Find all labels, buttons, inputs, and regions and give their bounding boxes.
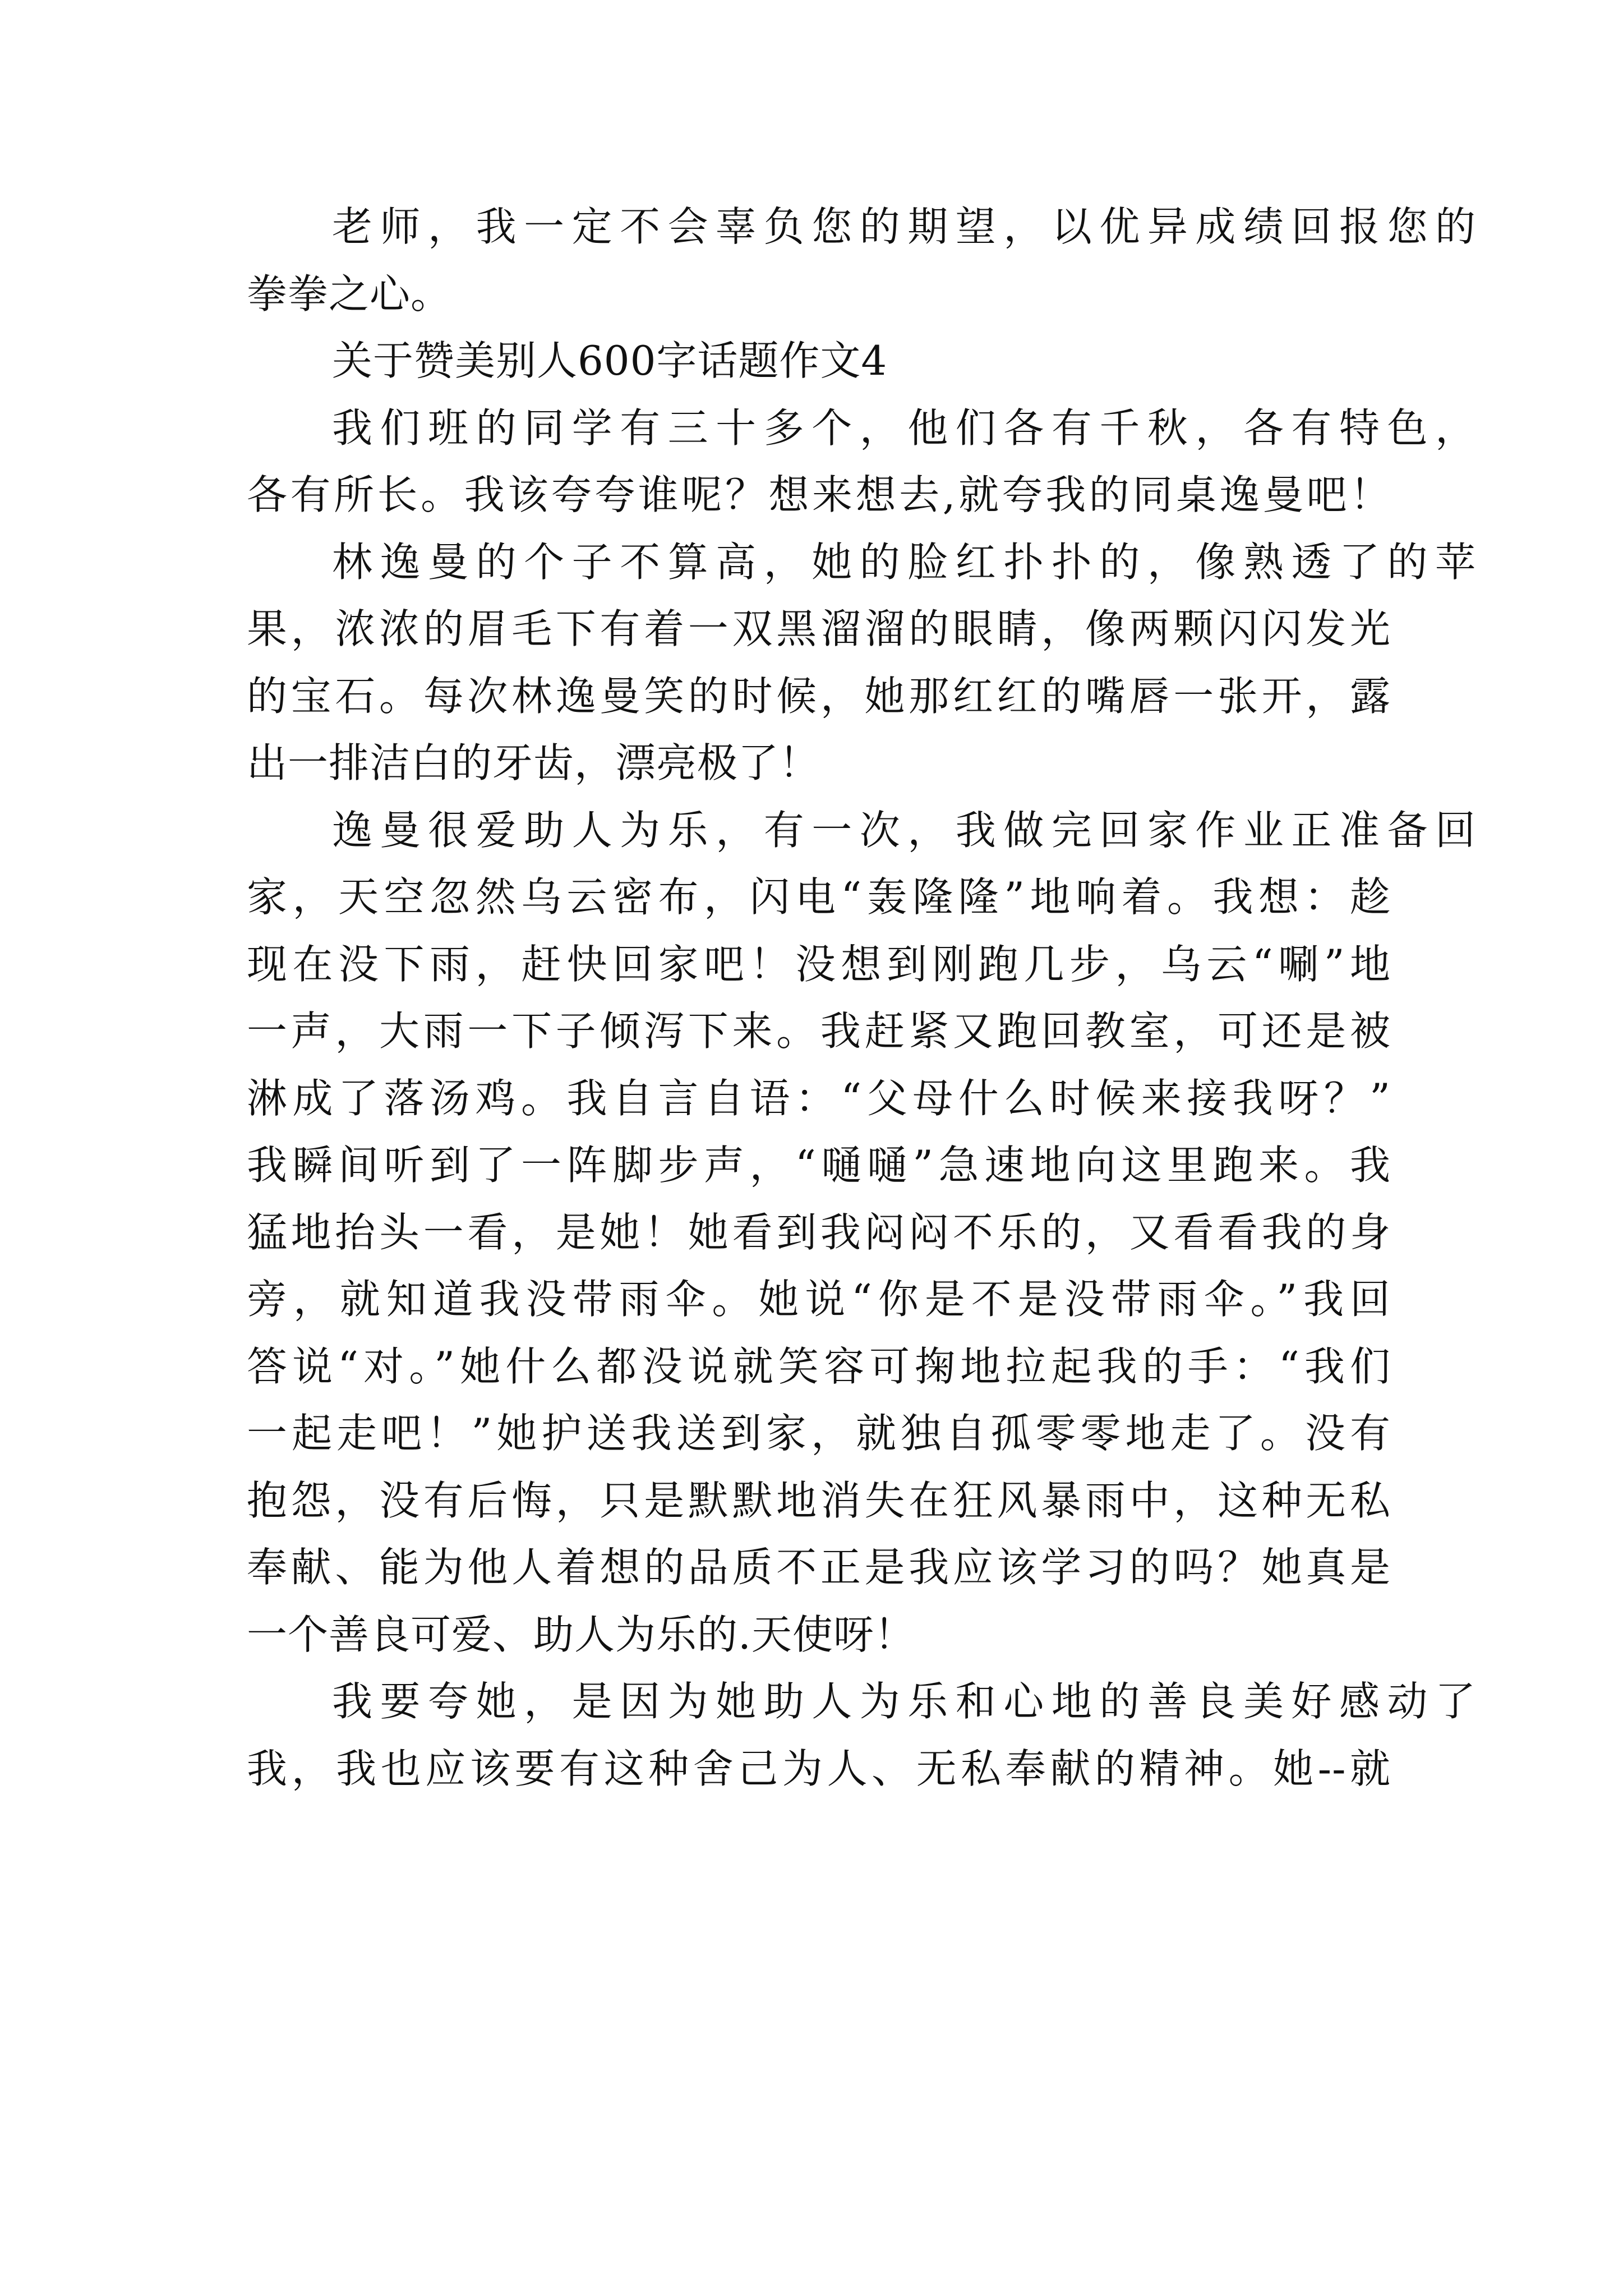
text-line: 一起走吧！”她护送我送到家，就独自孤零零地走了。没有 xyxy=(247,1410,1391,1457)
text-line: 淋成了落汤鸡。我自言自语：“父母什么时候来接我呀？” xyxy=(247,1074,1391,1122)
text-line: 老师，我一定不会辜负您的期望，以优异成绩回报您的 xyxy=(332,203,1476,250)
text-line: 果，浓浓的眉毛下有着一双黑溜溜的眼睛，像两颗闪闪发光 xyxy=(247,605,1391,652)
text-line: 家，天空忽然乌云密布，闪电“轰隆隆”地响着。我想：趁 xyxy=(247,873,1391,921)
text-line: 抱怨，没有后悔，只是默默地消失在狂风暴雨中，这种无私 xyxy=(247,1476,1391,1524)
text-line: 我瞬间听到了一阵脚步声，“嗵嗵”急速地向这里跑来。我 xyxy=(247,1142,1391,1189)
text-line: 一个善良可爱、助人为乐的.天使呀！ xyxy=(247,1611,915,1658)
text-line: 出一排洁白的牙齿，漂亮极了！ xyxy=(247,739,820,786)
text-line: 的宝石。每次林逸曼笑的时候，她那红红的嘴唇一张开，露 xyxy=(247,672,1391,720)
text-line: 逸曼很爱助人为乐，有一次，我做完回家作业正准备回 xyxy=(332,806,1476,854)
section-title: 关于赞美别人600字话题作文4 xyxy=(332,337,888,384)
document-page xyxy=(247,194,1476,1802)
text-line: 猛地抬头一看，是她！她看到我闷闷不乐的，又看看我的身 xyxy=(247,1208,1391,1256)
text-line: 现在没下雨，赶快回家吧！没想到刚跑几步，乌云“唰”地 xyxy=(247,940,1391,988)
text-line: 拳拳之心。 xyxy=(247,270,452,318)
text-line: 答说“对。”她什么都没说就笑容可掬地拉起我的手：“我们 xyxy=(247,1342,1391,1390)
text-line: 奉献、能为他人着想的品质不正是我应该学习的吗？她真是 xyxy=(247,1544,1391,1591)
text-line: 我们班的同学有三十多个，他们各有千秋，各有特色， xyxy=(332,404,1476,452)
text-line: 一声，大雨一下子倾泻下来。我赶紧又跑回教室，可还是被 xyxy=(247,1007,1391,1055)
text-line: 我要夸她，是因为她助人为乐和心地的善良美好感动了 xyxy=(332,1678,1476,1725)
text-line: 旁，就知道我没带雨伞。她说“你是不是没带雨伞。”我回 xyxy=(247,1276,1391,1323)
text-line: 林逸曼的个子不算高，她的脸红扑扑的，像熟透了的苹 xyxy=(332,538,1476,586)
text-line: 各有所长。我该夸夸谁呢？想来想去,就夸我的同桌逸曼吧！ xyxy=(247,471,1391,518)
text-line: 我，我也应该要有这种舍己为人、无私奉献的精神。她--就 xyxy=(247,1745,1391,1792)
